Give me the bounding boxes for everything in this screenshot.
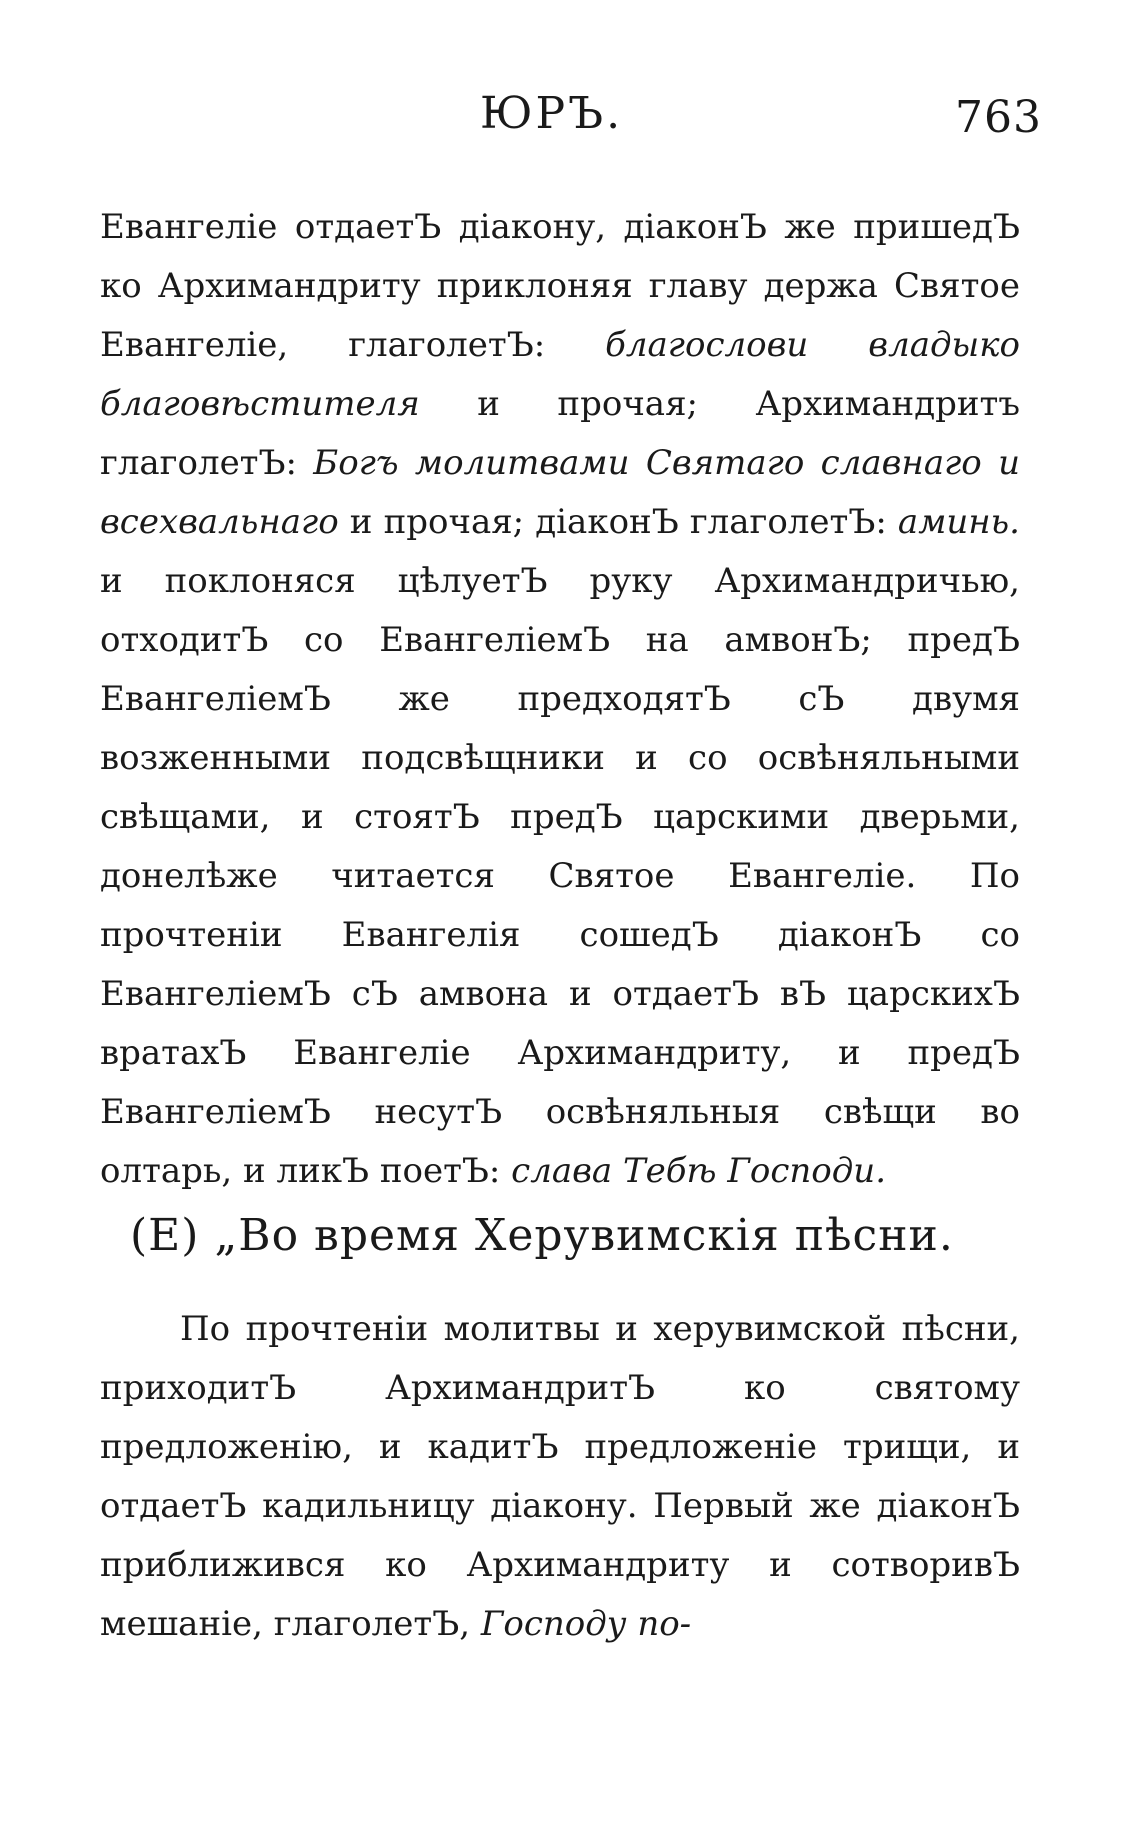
- paragraph-1-text-2: и прочая; Архимандритъ глаголетЪ:: [100, 384, 1020, 483]
- running-head: ЮРЪ.: [480, 88, 624, 139]
- paragraph-1: [100, 198, 1020, 1201]
- paragraph-2-italic-1: Господу по-: [480, 1604, 692, 1644]
- section-heading: (Е) „Во время Херувимскія пѣсни.: [130, 1210, 954, 1261]
- paragraph-1-text-3: и прочая; діаконЪ глаголетЪ:: [338, 502, 898, 542]
- paragraph-1-text-1: Евангеліе отдаетЪ діакону, діаконЪ же пришедЪ ко Архимандриту приклоняя главу держа Святое Евангеліе, глаголетЪ:: [100, 207, 1020, 365]
- paragraph-2: [100, 1300, 1020, 1654]
- paragraph-1-text-4: и поклоняся цѣлуетЪ руку Архимандричью, отходитЪ со ЕвангеліемЪ на амвонЪ; предЪ ЕвангеліемЪ же предходятЪ сЪ двумя возженными подсвѣщники и со освѣняльными свѣщами, и стоятЪ предЪ царскими дверьми, донелѣже читается Святое Евангеліе. По прочтеніи Евангелія сошедЪ діаконЪ со ЕвангеліемЪ сЪ амвона и отдаетЪ вЪ царскихЪ вратахЪ Евангеліе Архимандриту, и предЪ ЕвангеліемЪ несутЪ освѣняльныя свѣщи во олтарь, и ликЪ поетЪ:: [100, 561, 1020, 1191]
- paragraph-1-italic-4: слава Тебѣ Господи.: [511, 1151, 887, 1191]
- paragraph-1-italic-2: Богъ молитвами Святаго славнаго и всехвальнаго: [100, 443, 1020, 542]
- paragraph-2-text-1: По прочтеніи молитвы и херувимской пѣсни, приходитЪ АрхимандритЪ ко святому предложенію, и кадитЪ предложеніе трищи, и отдаетЪ кадильницу діакону. Первый же діаконЪ приближився ко Архимандриту и сотворивЪ мешаніе, глаголетЪ,: [100, 1309, 1020, 1644]
- paragraph-1-italic-3: аминь.: [897, 502, 1020, 542]
- paragraph-1-italic-1: благослови владыко благовѣстителя: [100, 325, 1021, 424]
- page-number: 763: [955, 92, 1042, 143]
